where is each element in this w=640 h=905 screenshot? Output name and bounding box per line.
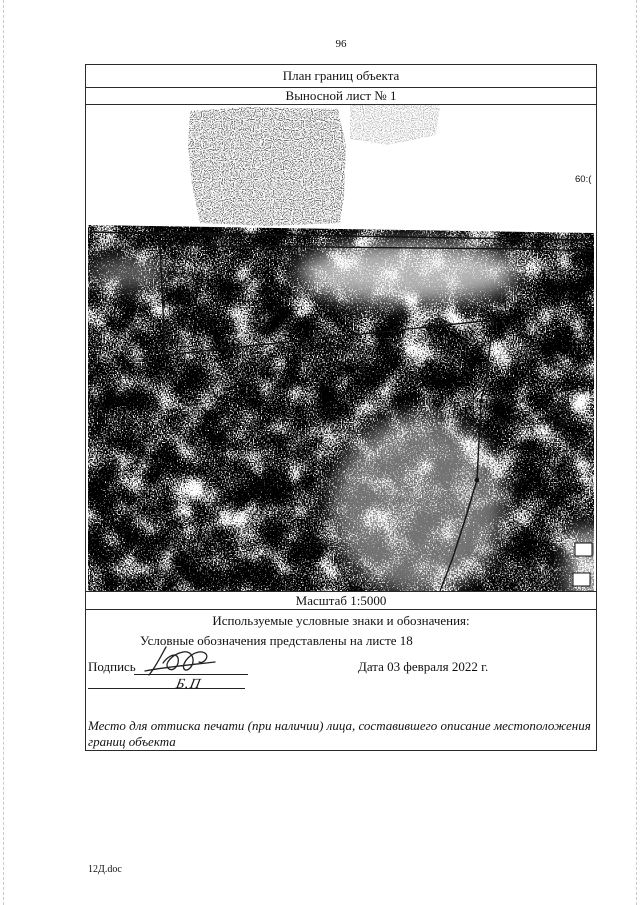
vertex-point bbox=[163, 353, 168, 358]
cadastral-label-cut: 60:( bbox=[575, 174, 592, 185]
boundary-plan-sheet bbox=[85, 64, 597, 751]
stamp-placeholder-note: Место для оттиска печати (при наличии) лица, составившего описание местоположения границ объекта bbox=[88, 718, 591, 749]
file-name-footer: 12Д.doc bbox=[88, 864, 122, 875]
legend-note: Условные обозначения представлены на листе 18 bbox=[140, 633, 413, 648]
handwritten-signature bbox=[143, 644, 219, 680]
scan-edge-right bbox=[636, 0, 637, 905]
plan-title: План границ объекта bbox=[86, 65, 596, 88]
cadastral-label-parcel: 60:03:0044801 bbox=[298, 343, 362, 354]
page-number: 96 bbox=[335, 38, 347, 50]
legend-heading: Используемые условные знаки и обозначения: bbox=[212, 613, 470, 628]
signature-label: Подпись bbox=[88, 659, 136, 674]
vertex-point bbox=[491, 318, 496, 323]
legend-section bbox=[86, 610, 596, 750]
map-panel bbox=[86, 105, 596, 592]
sheet-subtitle: Выносной лист № 1 bbox=[86, 88, 596, 105]
structure-outline bbox=[575, 543, 592, 556]
vertex-point bbox=[158, 241, 163, 246]
vertex-point bbox=[479, 399, 484, 404]
handwritten-initials: Б.П bbox=[174, 677, 203, 692]
initials-underline bbox=[88, 688, 245, 689]
terrain-map bbox=[88, 105, 594, 591]
vertex-point bbox=[523, 247, 528, 252]
cadastral-label-quarter: 60:60:03:0040101 bbox=[497, 417, 574, 428]
map-scale: Масштаб 1:5000 bbox=[86, 592, 596, 610]
vertex-point bbox=[213, 244, 218, 249]
vertex-point bbox=[475, 478, 480, 483]
document-date: Дата 03 февраля 2022 г. bbox=[358, 659, 489, 674]
structure-outline bbox=[573, 573, 590, 586]
scan-edge-left bbox=[3, 0, 4, 905]
